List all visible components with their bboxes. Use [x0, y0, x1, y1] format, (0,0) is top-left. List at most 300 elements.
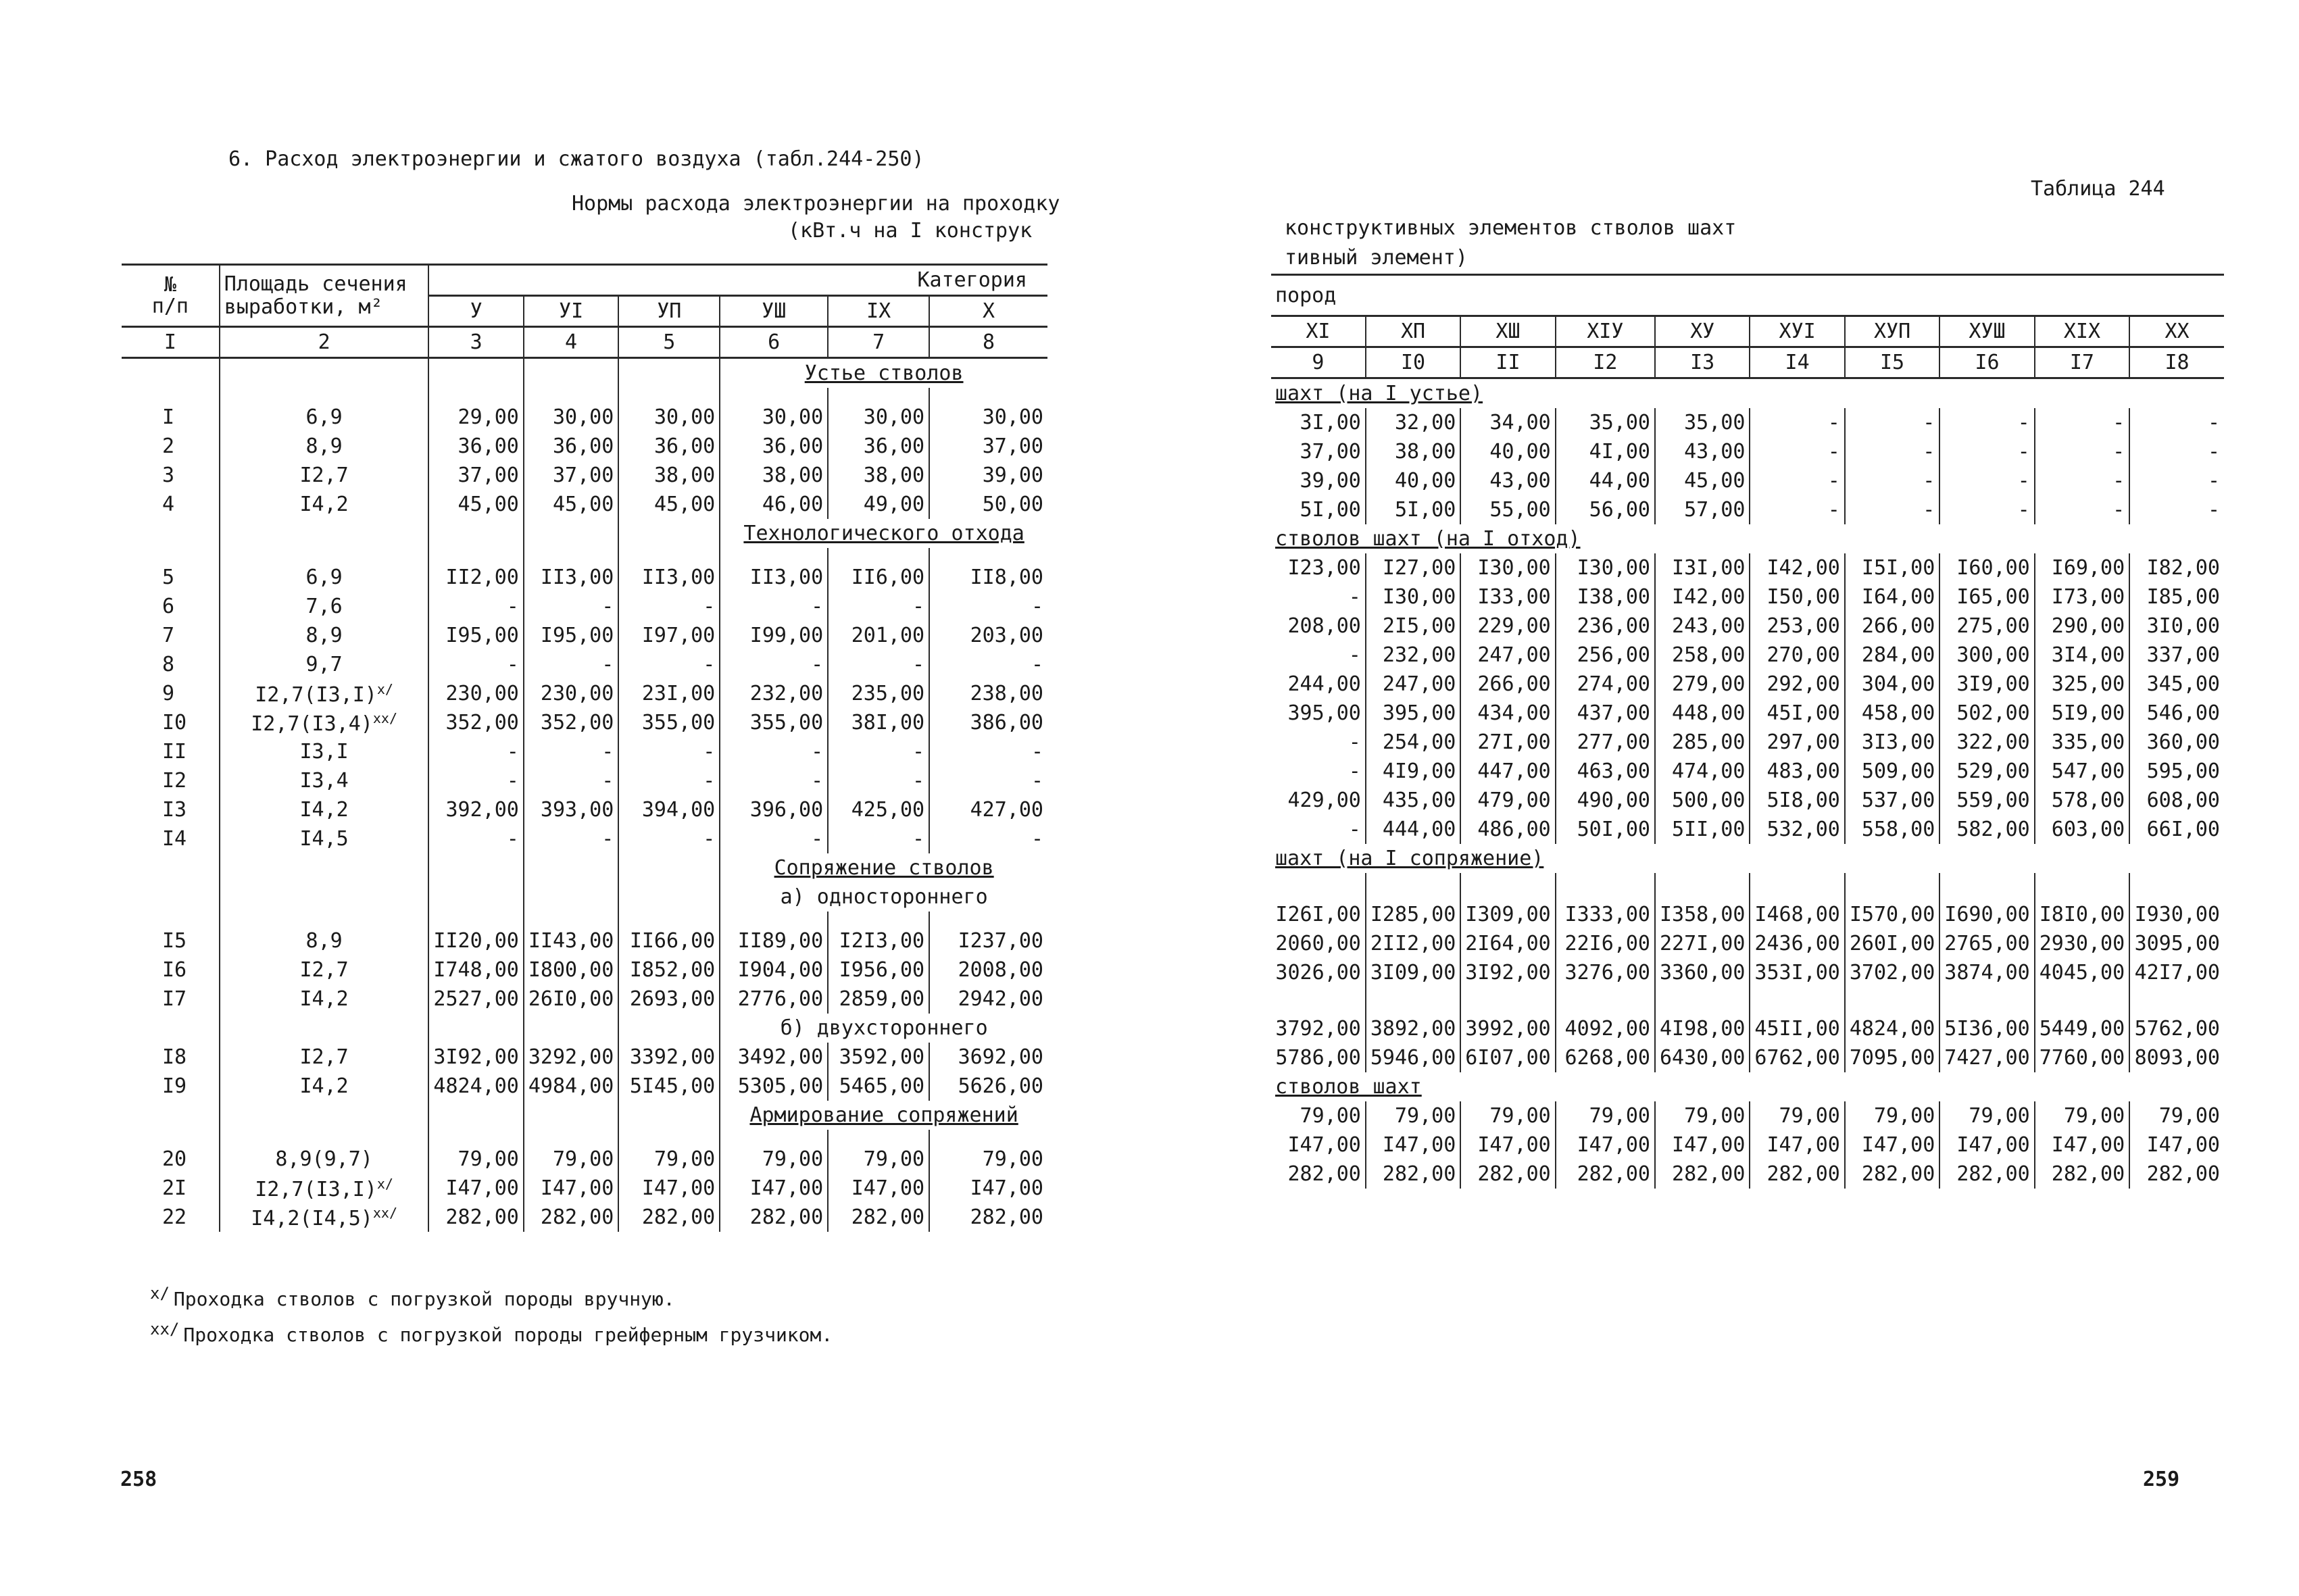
- value-cell: 79,00: [1460, 1101, 1555, 1130]
- table-row: [122, 403, 1047, 432]
- value-cell: I30,00: [1460, 553, 1555, 582]
- value-cell: 502,00: [1939, 699, 2034, 728]
- value-cell: 532,00: [1750, 815, 1844, 844]
- value-cell: -: [2207, 469, 2220, 493]
- area-cell: 9,7: [220, 650, 429, 679]
- value-cell: -: [2035, 466, 2129, 495]
- value-cell: I97,00: [618, 621, 720, 650]
- value-cell: -: [428, 737, 523, 766]
- right-page: [1150, 0, 2299, 1596]
- value-cell: 79,00: [982, 1147, 1043, 1171]
- value-cell: II89,00: [720, 926, 828, 955]
- value-cell: 546,00: [2146, 701, 2220, 725]
- value-cell: 4I98,00: [1655, 1014, 1750, 1043]
- section-title-row: [1271, 524, 2224, 553]
- value-cell: 5I,00: [1366, 495, 1460, 524]
- value-cell: 5305,00: [720, 1072, 828, 1101]
- category-header: XП: [1366, 316, 1460, 347]
- value-cell: 5I45,00: [618, 1072, 720, 1101]
- value-cell: I65,00: [1939, 582, 2034, 612]
- value-cell: 5762,00: [2134, 1017, 2220, 1041]
- column-number: 3: [428, 327, 523, 358]
- value-cell: 5449,00: [2035, 1014, 2129, 1043]
- section-title-row: [1271, 1072, 2224, 1101]
- value-cell: 290,00: [2035, 612, 2129, 641]
- section-title: б) двухстороннего: [780, 1016, 988, 1040]
- value-cell: 37,00: [428, 461, 523, 490]
- value-cell: 30,00: [982, 405, 1043, 429]
- value-cell: 208,00: [1271, 612, 1366, 641]
- col-header-number: № п/п: [122, 265, 220, 327]
- row-number: 2I: [122, 1174, 220, 1203]
- value-cell: I47,00: [1845, 1130, 1939, 1159]
- category-header: IX: [828, 296, 929, 327]
- value-cell: I47,00: [1655, 1130, 1750, 1159]
- value-cell: I27,00: [1366, 553, 1460, 582]
- value-cell: -: [524, 650, 618, 679]
- category-header: У: [428, 296, 523, 327]
- value-cell: 282,00: [1750, 1159, 1844, 1189]
- value-cell: I47,00: [970, 1176, 1043, 1200]
- column-number: I7: [2035, 347, 2129, 378]
- header-categories-row: [1271, 316, 2224, 347]
- column-number: 6: [720, 327, 828, 358]
- value-cell: 38,00: [1366, 437, 1460, 466]
- value-cell: 5I9,00: [2035, 699, 2129, 728]
- table-row: [1271, 641, 2224, 670]
- value-cell: 5786,00: [1271, 1043, 1366, 1072]
- value-cell: 266,00: [1845, 612, 1939, 641]
- value-cell: 230,00: [524, 679, 618, 708]
- footnote-1: x/ Проходка стволов с погрузкой породы вручную.: [150, 1284, 675, 1310]
- value-cell: 277,00: [1556, 728, 1655, 757]
- value-cell: 547,00: [2035, 757, 2129, 786]
- value-cell: 44,00: [1556, 466, 1655, 495]
- area-cell: I4,5: [220, 824, 429, 853]
- value-cell: 45II,00: [1750, 1014, 1844, 1043]
- area-cell: I3,I: [220, 737, 429, 766]
- column-number: 9: [1271, 347, 1366, 378]
- value-cell: 36,00: [524, 432, 618, 461]
- column-number: I6: [1939, 347, 2034, 378]
- value-cell: 56,00: [1556, 495, 1655, 524]
- value-cell: 582,00: [1939, 815, 2034, 844]
- value-cell: -: [1031, 740, 1043, 764]
- value-cell: 325,00: [2035, 670, 2129, 699]
- value-cell: 3I09,00: [1366, 958, 1460, 987]
- value-cell: 4I9,00: [1366, 757, 1460, 786]
- value-cell: 2765,00: [1939, 929, 2034, 958]
- column-number: 5: [618, 327, 720, 358]
- value-cell: 3692,00: [958, 1045, 1043, 1069]
- value-cell: 395,00: [1271, 699, 1366, 728]
- section-title: шахт (на I сопряжение): [1275, 847, 1544, 870]
- section-title-row: [122, 1014, 1047, 1043]
- value-cell: 29,00: [428, 403, 523, 432]
- value-cell: 45,00: [1655, 466, 1750, 495]
- value-cell: 40,00: [1366, 466, 1460, 495]
- value-cell: 34,00: [1460, 408, 1555, 437]
- value-cell: 254,00: [1366, 728, 1460, 757]
- value-cell: II3,00: [618, 563, 720, 592]
- value-cell: 3492,00: [720, 1043, 828, 1072]
- value-cell: -: [618, 650, 720, 679]
- value-cell: 3892,00: [1366, 1014, 1460, 1043]
- value-cell: I47,00: [2035, 1130, 2129, 1159]
- value-cell: 394,00: [618, 795, 720, 824]
- value-cell: -: [720, 766, 828, 795]
- value-cell: 36,00: [828, 432, 929, 461]
- value-cell: I5I,00: [1845, 553, 1939, 582]
- table-row: [1271, 408, 2224, 437]
- value-cell: 229,00: [1460, 612, 1555, 641]
- value-cell: 474,00: [1655, 757, 1750, 786]
- value-cell: 509,00: [1845, 757, 1939, 786]
- value-cell: 79,00: [828, 1145, 929, 1174]
- value-cell: 2942,00: [958, 987, 1043, 1011]
- row-number: 5: [122, 563, 220, 592]
- value-cell: 30,00: [720, 403, 828, 432]
- value-cell: I47,00: [720, 1174, 828, 1203]
- value-cell: 392,00: [428, 795, 523, 824]
- table-row: [1271, 553, 2224, 582]
- value-cell: 396,00: [720, 795, 828, 824]
- value-cell: II3,00: [524, 563, 618, 592]
- col-header-area: Площадь сечения выработки, м²: [220, 265, 429, 327]
- table-row: [122, 1072, 1047, 1101]
- footnote-mark: xx/: [372, 709, 397, 726]
- table-row: [1271, 1014, 2224, 1043]
- value-cell: 3026,00: [1271, 958, 1366, 987]
- value-cell: 6I07,00: [1460, 1043, 1555, 1072]
- area-cell: I2,7: [220, 461, 429, 490]
- area-cell: $I2,7(I3,I)^{x/}$: [220, 1174, 429, 1203]
- column-number: I: [122, 327, 220, 358]
- header-row: [122, 265, 1047, 296]
- value-cell: I64,00: [1845, 582, 1939, 612]
- table-row: [1271, 1101, 2224, 1130]
- table-subtitle-line2: (кВт.ч на I конструк: [788, 219, 1033, 243]
- value-cell: -: [618, 766, 720, 795]
- value-cell: 23I,00: [618, 679, 720, 708]
- value-cell: 35,00: [1556, 408, 1655, 437]
- value-cell: 558,00: [1845, 815, 1939, 844]
- value-cell: 463,00: [1556, 757, 1655, 786]
- value-cell: I47,00: [618, 1174, 720, 1203]
- value-cell: 490,00: [1556, 786, 1655, 815]
- value-cell: -: [1939, 495, 2034, 524]
- value-cell: 2693,00: [618, 984, 720, 1014]
- value-cell: 43,00: [1655, 437, 1750, 466]
- value-cell: -: [524, 737, 618, 766]
- value-cell: 79,00: [1655, 1101, 1750, 1130]
- value-cell: 285,00: [1655, 728, 1750, 757]
- row-number: I9: [122, 1072, 220, 1101]
- value-cell: 32,00: [1366, 408, 1460, 437]
- value-cell: 437,00: [1556, 699, 1655, 728]
- area-cell: I3,4: [220, 766, 429, 795]
- value-cell: 79,00: [618, 1145, 720, 1174]
- table-row: [122, 592, 1047, 621]
- value-cell: 282,00: [1556, 1159, 1655, 1189]
- value-cell: 297,00: [1750, 728, 1844, 757]
- row-number: I4: [122, 824, 220, 853]
- value-cell: -: [618, 737, 720, 766]
- rock-label: пород: [1271, 275, 2224, 316]
- table-row: [122, 563, 1047, 592]
- section-title: Технологического отхода: [743, 522, 1024, 545]
- table-row: [122, 679, 1047, 708]
- value-cell: -: [828, 766, 929, 795]
- value-cell: 49,00: [828, 490, 929, 519]
- value-cell: -: [618, 592, 720, 621]
- value-cell: 608,00: [2146, 789, 2220, 812]
- value-cell: 3592,00: [828, 1043, 929, 1072]
- value-cell: 275,00: [1939, 612, 2034, 641]
- value-cell: 43,00: [1460, 466, 1555, 495]
- value-cell: 3702,00: [1845, 958, 1939, 987]
- value-cell: II8,00: [970, 566, 1043, 589]
- value-cell: 5I8,00: [1750, 786, 1844, 815]
- value-cell: 284,00: [1845, 641, 1939, 670]
- row-number: 9: [122, 679, 220, 708]
- table-row: [1271, 728, 2224, 757]
- table-row: [122, 926, 1047, 955]
- value-cell: 3I3,00: [1845, 728, 1939, 757]
- row-number: I7: [122, 984, 220, 1014]
- value-cell: 5I36,00: [1939, 1014, 2034, 1043]
- value-cell: 4092,00: [1556, 1014, 1655, 1043]
- value-cell: I800,00: [524, 955, 618, 984]
- value-cell: -: [524, 824, 618, 853]
- value-cell: 292,00: [1750, 670, 1844, 699]
- column-number: 7: [828, 327, 929, 358]
- value-cell: -: [720, 824, 828, 853]
- value-cell: -: [1939, 408, 2034, 437]
- table-row: [122, 621, 1047, 650]
- value-cell: 282,00: [828, 1203, 929, 1232]
- section-title-row: [122, 1101, 1047, 1130]
- value-cell: 30,00: [828, 403, 929, 432]
- area-cell: 6,9: [220, 563, 429, 592]
- table-row: [1271, 958, 2224, 987]
- value-cell: -: [1031, 595, 1043, 618]
- table-row: [122, 824, 1047, 853]
- value-cell: 282,00: [524, 1203, 618, 1232]
- footnote-mark: xx/: [372, 1204, 397, 1221]
- value-cell: 355,00: [618, 708, 720, 737]
- row-number: I2: [122, 766, 220, 795]
- value-cell: 227I,00: [1655, 929, 1750, 958]
- value-cell: 79,00: [1939, 1101, 2034, 1130]
- value-cell: II6,00: [828, 563, 929, 592]
- value-cell: 42I7,00: [2134, 961, 2220, 984]
- area-cell: I4,2: [220, 795, 429, 824]
- value-cell: I30,00: [1556, 553, 1655, 582]
- table-row: [122, 955, 1047, 984]
- right-heading-line1: конструктивных элементов стволов шахт: [1285, 216, 1737, 240]
- value-cell: -: [1750, 437, 1844, 466]
- value-cell: 35,00: [1655, 408, 1750, 437]
- area-cell: 8,9: [220, 621, 429, 650]
- row-number: 7: [122, 621, 220, 650]
- area-cell: 7,6: [220, 592, 429, 621]
- page-number-left: 258: [120, 1468, 157, 1491]
- section-title: Устье стволов: [804, 361, 964, 385]
- value-cell: I237,00: [958, 929, 1043, 953]
- value-cell: I285,00: [1366, 900, 1460, 929]
- footnote-2: xx/ Проходка стволов с погрузкой породы грейферным грузчиком.: [150, 1320, 833, 1346]
- value-cell: I99,00: [720, 621, 828, 650]
- row-number: 6: [122, 592, 220, 621]
- value-cell: 238,00: [970, 682, 1043, 705]
- table-subtitle-line1: Нормы расхода электроэнергии на проходку: [572, 192, 1060, 216]
- value-cell: 322,00: [1939, 728, 2034, 757]
- value-cell: 479,00: [1460, 786, 1555, 815]
- value-cell: 393,00: [524, 795, 618, 824]
- value-cell: -: [1939, 437, 2034, 466]
- value-cell: I2I3,00: [828, 926, 929, 955]
- value-cell: 235,00: [828, 679, 929, 708]
- value-cell: I47,00: [1556, 1130, 1655, 1159]
- right-norms-table: [1271, 274, 2224, 1189]
- value-cell: I333,00: [1556, 900, 1655, 929]
- value-cell: I3I,00: [1655, 553, 1750, 582]
- table-row: [1271, 699, 2224, 728]
- value-cell: 2527,00: [428, 984, 523, 1014]
- value-cell: 66I,00: [2146, 818, 2220, 841]
- value-cell: -: [1271, 728, 1366, 757]
- value-cell: -: [1271, 582, 1366, 612]
- value-cell: I309,00: [1460, 900, 1555, 929]
- value-cell: 22I6,00: [1556, 929, 1655, 958]
- category-header: XУ: [1655, 316, 1750, 347]
- value-cell: 335,00: [2035, 728, 2129, 757]
- table-row: [1271, 900, 2224, 929]
- section-subtitle-row: [122, 882, 1047, 912]
- category-header: XI: [1271, 316, 1366, 347]
- column-number: I2: [1556, 347, 1655, 378]
- value-cell: -: [2207, 498, 2220, 522]
- table-row: [1271, 612, 2224, 641]
- value-cell: I23,00: [1271, 553, 1366, 582]
- value-cell: I73,00: [2035, 582, 2129, 612]
- value-cell: -: [2035, 437, 2129, 466]
- area-cell: 6,9: [220, 403, 429, 432]
- value-cell: 352,00: [524, 708, 618, 737]
- area-cell: I4,2: [220, 1072, 429, 1101]
- section-title: стволов шахт: [1275, 1075, 1422, 1099]
- table-row: [1271, 815, 2224, 844]
- value-cell: 3874,00: [1939, 958, 2034, 987]
- value-cell: 36,00: [720, 432, 828, 461]
- value-cell: 3I92,00: [428, 1043, 523, 1072]
- value-cell: I42,00: [1655, 582, 1750, 612]
- table-row: [1271, 1043, 2224, 1072]
- value-cell: 2060,00: [1271, 929, 1366, 958]
- category-header: XУI: [1750, 316, 1844, 347]
- value-cell: 256,00: [1556, 641, 1655, 670]
- value-cell: 434,00: [1460, 699, 1555, 728]
- value-cell: 6762,00: [1750, 1043, 1844, 1072]
- value-cell: 444,00: [1366, 815, 1460, 844]
- section-title: Сопряжение стволов: [774, 856, 994, 880]
- table-label: Таблица 244: [2031, 177, 2165, 201]
- value-cell: 79,00: [1366, 1101, 1460, 1130]
- value-cell: I38,00: [1556, 582, 1655, 612]
- col-header-category: Категория: [428, 265, 1047, 296]
- value-cell: 50I,00: [1556, 815, 1655, 844]
- value-cell: -: [428, 824, 523, 853]
- table-row: [1271, 1159, 2224, 1189]
- row-number: I0: [122, 708, 220, 737]
- value-cell: -: [828, 824, 929, 853]
- value-cell: 203,00: [970, 624, 1043, 647]
- area-cell: $I2,7(I3,4)^{xx/}$: [220, 708, 429, 737]
- section-title: шахт (на I устье): [1275, 382, 1483, 405]
- value-cell: 3792,00: [1271, 1014, 1366, 1043]
- value-cell: -: [828, 650, 929, 679]
- value-cell: I26I,00: [1271, 900, 1366, 929]
- table-row: [1271, 582, 2224, 612]
- value-cell: 57,00: [1655, 495, 1750, 524]
- section-title-row: [1271, 844, 2224, 873]
- header-label-row: [1271, 275, 2224, 316]
- footnotes: [150, 1278, 833, 1350]
- value-cell: I47,00: [828, 1174, 929, 1203]
- table-row: [122, 461, 1047, 490]
- right-heading-line2: тивный элемент): [1285, 246, 1468, 270]
- row-number: 22: [122, 1203, 220, 1232]
- value-cell: 559,00: [1939, 786, 2034, 815]
- value-cell: -: [720, 737, 828, 766]
- category-header: XУП: [1845, 316, 1939, 347]
- value-cell: 247,00: [1460, 641, 1555, 670]
- table-row: [122, 432, 1047, 461]
- value-cell: 3I9,00: [1939, 670, 2034, 699]
- value-cell: 429,00: [1271, 786, 1366, 815]
- value-cell: 282,00: [1939, 1159, 2034, 1189]
- value-cell: 279,00: [1655, 670, 1750, 699]
- value-cell: I468,00: [1750, 900, 1844, 929]
- column-number: 8: [929, 327, 1047, 358]
- value-cell: 282,00: [618, 1203, 720, 1232]
- value-cell: 5946,00: [1366, 1043, 1460, 1072]
- value-cell: 3292,00: [524, 1043, 618, 1072]
- value-cell: 79,00: [1271, 1101, 1366, 1130]
- value-cell: 282,00: [2146, 1162, 2220, 1186]
- table-row: [122, 737, 1047, 766]
- value-cell: 282,00: [720, 1203, 828, 1232]
- value-cell: 38,00: [720, 461, 828, 490]
- value-cell: 483,00: [1750, 757, 1844, 786]
- value-cell: I47,00: [1271, 1130, 1366, 1159]
- value-cell: -: [1750, 408, 1844, 437]
- value-cell: -: [1031, 827, 1043, 851]
- value-cell: 345,00: [2146, 672, 2220, 696]
- value-cell: 5626,00: [958, 1074, 1043, 1098]
- value-cell: 282,00: [1271, 1159, 1366, 1189]
- value-cell: I47,00: [1750, 1130, 1844, 1159]
- value-cell: 282,00: [428, 1203, 523, 1232]
- area-cell: 8,9: [220, 926, 429, 955]
- value-cell: 38,00: [828, 461, 929, 490]
- value-cell: 232,00: [720, 679, 828, 708]
- value-cell: 4I,00: [1556, 437, 1655, 466]
- section-heading: 6. Расход электроэнергии и сжатого воздуха (табл.244-250): [228, 147, 924, 171]
- value-cell: 3I4,00: [2035, 641, 2129, 670]
- section-title-row: [1271, 378, 2224, 409]
